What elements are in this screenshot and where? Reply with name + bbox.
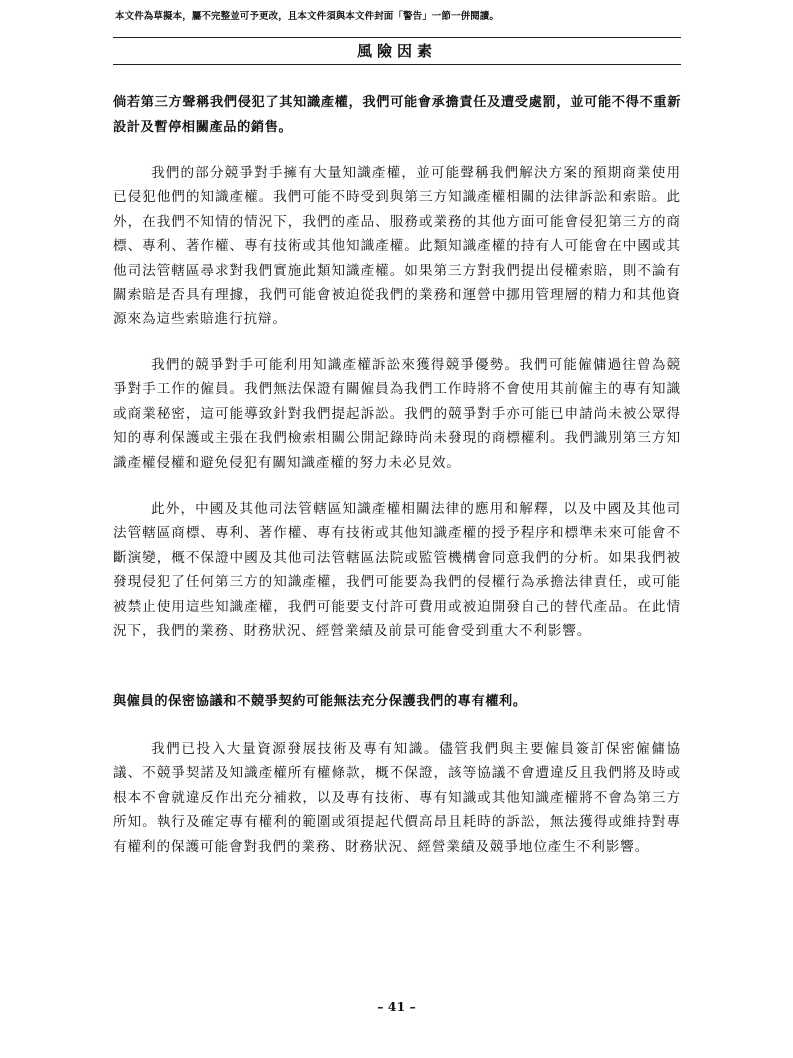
- paragraph-legal-interpretation: 此外，中國及其他司法管轄區知識產權相關法律的應用和解釋，以及中國及其他司法管轄區商標、專利、著作權、專有技術或其他知識產權的授予程序和標準未來可能會不斷演變，概不保證中國及其他司法管轄區法院或監管機構會同意我們的分析。如果我們被發現侵犯了任何第三方的知識產權，我們可能要為我們的侵權行為承擔法律責任，或可能被禁止使用這些知識產權，我們可能要支付許可費用或被迫開發自己的替代產品。在此情況下，我們的業務、財務狀況、經營業績及前景可能會受到重大不利影響。: [113, 501, 681, 640]
- risk-heading-ip-infringement: 倘若第三方聲稱我們侵犯了其知識產權，我們可能會承擔責任及遭受處罰，並可能不得不重新設計及暫停相關產品的銷售。: [113, 95, 681, 135]
- section-title: 風險因素: [356, 42, 437, 60]
- risk-heading-confidentiality: 與僱員的保密協議和不競爭契約可能無法充分保護我們的專有權利。: [113, 694, 527, 709]
- paragraph-proprietary-knowledge: 我們已投入大量資源發展技術及專有知識。儘管我們與主要僱員簽訂保密僱傭協議、不競爭契諾及知識產權所有權條款，概不保證，該等協議不會遭違反且我們將及時或根本不會就違反作出充分補救，以及專有技術、專有知識或其他知識產權將不會為第三方所知。執行及確定專有權利的範圍或須提起代價高昂且耗時的訴訟，無法獲得或維持對專有權利的保護可能會對我們的業務、財務狀況、經營業績及競爭地位產生不利影響。: [113, 741, 681, 855]
- paragraph-ip-claims: 我們的部分競爭對手擁有大量知識產權，並可能聲稱我們解決方案的預期商業使用已侵犯他們的知識產權。我們可能不時受到與第三方知識產權相關的法律訴訟和索賠。此外，在我們不知情的情況下，我們的產品、服務或業務的其他方面可能會侵犯第三方的商標、專利、著作權、專有技術或其他知識產權。此類知識產權的持有人可能會在中國或其他司法管轄區尋求對我們實施此類知識產權。如果第三方對我們提出侵權索賠，則不論有關索賠是否具有理據，我們可能會被迫從我們的業務和運營中挪用管理層的精力和其他資源來為這些索賠進行抗辯。: [113, 165, 681, 328]
- paragraph-competitor-litigation: 我們的競爭對手可能利用知識產權訴訟來獲得競爭優勢。我們可能僱傭過往曾為競爭對手工作的僱員。我們無法保證有關僱員為我們工作時將不會使用其前僱主的專有知識或商業秘密，這可能導致針對我們提起訴訟。我們的競爭對手亦可能已申請尚未被公眾得知的專利保護或主張在我們檢索相關公開記錄時尚未發現的商標權利。我們識別第三方知識產權侵權和避免侵犯有關知識產權的努力未必見效。: [113, 357, 681, 471]
- header-rule-bottom: [113, 64, 681, 65]
- page-number: – 41 –: [377, 999, 416, 1014]
- draft-disclaimer: 本文件為草擬本，屬不完整並可予更改，且本文件須與本文件封面「警告」一節一併閱讀。: [115, 11, 500, 22]
- header-rule-top: [113, 37, 681, 38]
